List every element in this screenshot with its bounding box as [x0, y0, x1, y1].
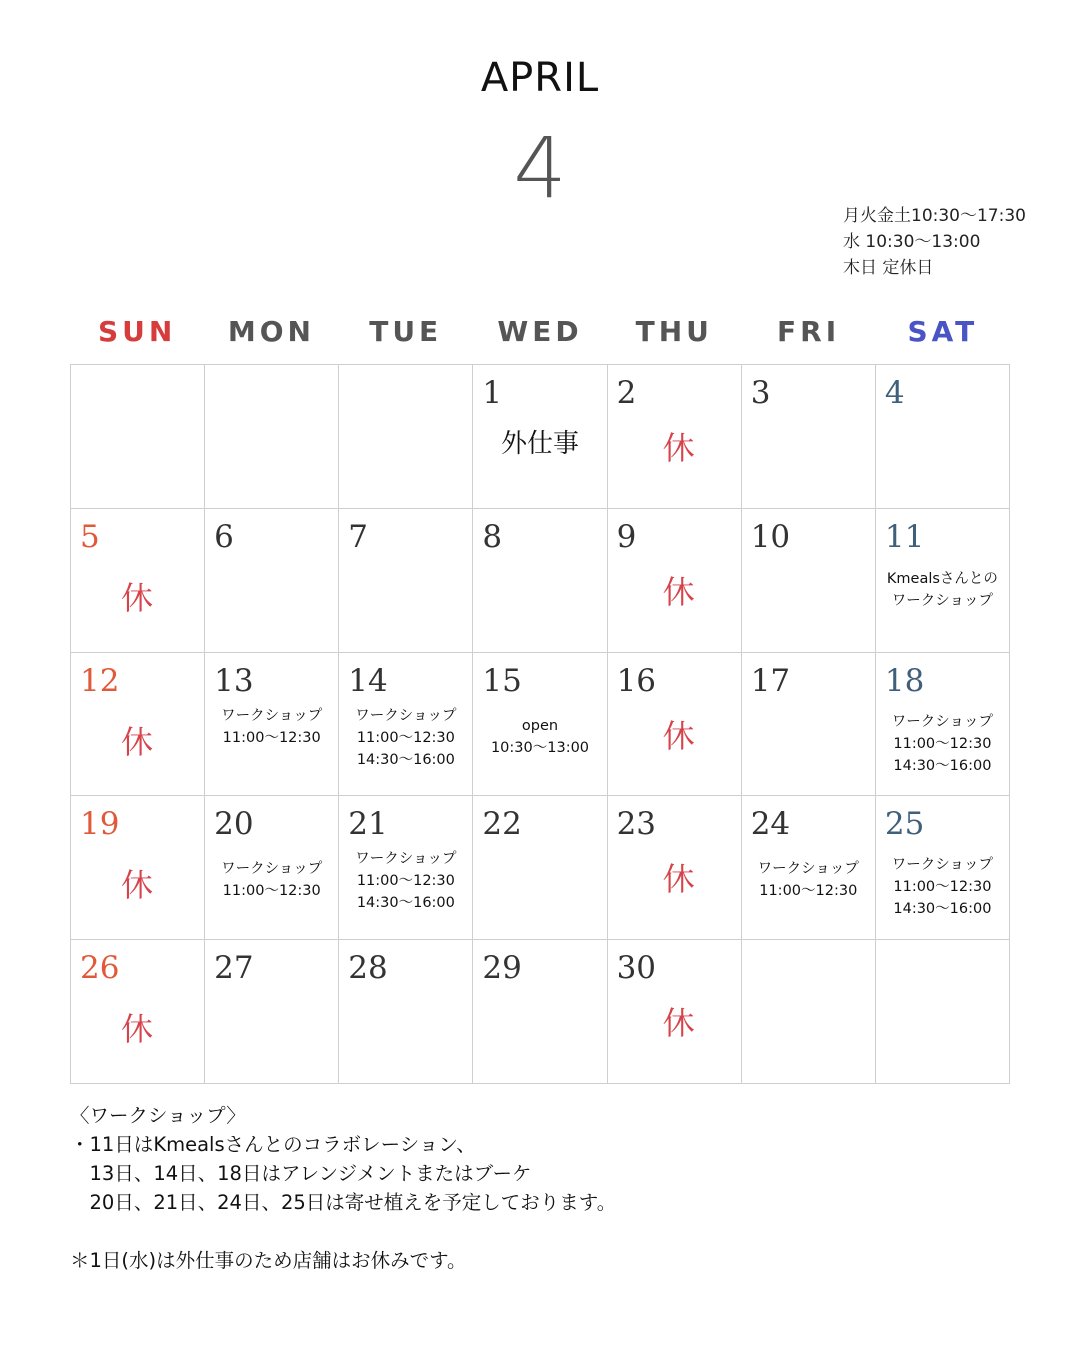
day-event [205, 705, 338, 749]
day-cell-29 [473, 940, 607, 1084]
day-number: 28 [348, 950, 388, 987]
closed-mark: 休 [662, 716, 695, 755]
day-cell-22 [473, 796, 607, 940]
day-cell-17 [742, 653, 876, 797]
event-line: ワークショップ [221, 707, 323, 724]
day-number: 26 [80, 950, 120, 987]
day-number: 3 [750, 375, 771, 411]
day-cell-25 [876, 796, 1010, 940]
day-number: 17 [750, 662, 791, 699]
day-event [473, 427, 606, 461]
day-cell-7 [339, 509, 473, 653]
day-cell-10 [742, 509, 876, 653]
day-cell-16 [608, 653, 742, 797]
event-line: 11:00〜12:30 [222, 729, 321, 746]
day-cell-8 [473, 509, 607, 653]
day-event [876, 711, 1009, 777]
event-line: ワークショップ [891, 592, 994, 609]
closed-mark: 休 [121, 866, 154, 905]
hours-line: 月火金土10:30〜17:30 [843, 206, 1026, 226]
weekday-thu: THU [635, 315, 713, 348]
day-cell-23 [608, 796, 742, 940]
day-number: 19 [80, 806, 120, 843]
event-line: 外仕事 [500, 429, 579, 459]
day-number: 15 [482, 662, 522, 699]
event-line: 11:00〜12:30 [759, 883, 858, 900]
day-number: 18 [884, 662, 925, 699]
event-line: ワークショップ [757, 861, 859, 878]
notes-spacer [70, 1217, 1060, 1246]
month-number: 4 [513, 119, 567, 217]
weekday-header-row [70, 314, 1010, 354]
event-line: 11:00〜12:30 [356, 729, 455, 746]
notes-footnote: ＊1日(水)は外仕事のため店舗はお休みです。 [70, 1249, 467, 1272]
day-cell-28 [339, 940, 473, 1084]
month-name: APRIL [480, 55, 600, 101]
day-number: 4 [884, 375, 905, 411]
closed-mark: 休 [662, 860, 695, 899]
hours-line: 水 10:30〜13:00 [843, 232, 981, 252]
notes-line: 13日、14日、18日はアレンジメントまたはブーケ [70, 1162, 532, 1185]
day-cell-24 [742, 796, 876, 940]
day-cell-19 [71, 796, 205, 940]
event-line: Kmealsさんとの [886, 570, 998, 587]
weekday-wed: WED [497, 315, 583, 348]
event-line: ワークショップ [355, 851, 457, 868]
day-number: 24 [750, 806, 791, 843]
empty-cell [71, 365, 205, 509]
weekday-fri: FRI [777, 315, 841, 348]
day-number: 5 [80, 518, 100, 555]
day-cell-12 [71, 653, 205, 797]
day-number: 27 [214, 950, 254, 987]
day-number: 20 [214, 806, 254, 843]
day-cell-5 [71, 509, 205, 653]
day-cell-1 [473, 365, 607, 509]
day-cell-14 [339, 653, 473, 797]
notes-heading: 〈ワークショップ〉 [70, 1104, 246, 1127]
event-line: 11:00〜12:30 [222, 883, 321, 900]
day-number: 13 [214, 662, 254, 699]
day-event [339, 705, 472, 771]
day-event [205, 858, 338, 902]
event-line: 11:00〜12:30 [893, 879, 992, 896]
day-number: 7 [348, 518, 369, 555]
day-number: 9 [616, 518, 637, 555]
closed-mark: 休 [662, 572, 695, 611]
day-cell-2 [608, 365, 742, 509]
day-number: 29 [482, 950, 522, 987]
event-line: 10:30〜13:00 [490, 739, 590, 756]
day-event [876, 568, 1009, 612]
event-line: ワークショップ [891, 857, 994, 874]
day-cell-11 [876, 509, 1010, 653]
empty-cell [876, 940, 1010, 1084]
event-line: 11:00〜12:30 [893, 735, 992, 752]
day-cell-18 [876, 653, 1010, 797]
weekday-sun: SUN [97, 315, 177, 348]
day-event [473, 715, 606, 759]
day-number: 8 [482, 518, 503, 555]
day-number: 22 [482, 806, 522, 843]
day-number: 2 [616, 375, 637, 411]
notes-line: 20日、21日、24日、25日は寄せ植えを予定しております。 [70, 1191, 617, 1214]
day-cell-6 [205, 509, 339, 653]
event-line: 14:30〜16:00 [893, 757, 992, 774]
weekday-tue: TUE [369, 315, 443, 348]
day-number: 10 [750, 518, 791, 555]
closed-mark: 休 [121, 1010, 154, 1049]
day-number: 11 [884, 518, 925, 555]
day-cell-27 [205, 940, 339, 1084]
empty-cell [339, 365, 473, 509]
weekday-mon: MON [227, 315, 315, 348]
event-line: ワークショップ [891, 713, 994, 730]
event-line: ワークショップ [221, 861, 323, 878]
day-number: 6 [214, 518, 234, 555]
day-number: 25 [884, 806, 925, 843]
closed-mark: 休 [121, 578, 154, 617]
day-number: 21 [348, 806, 388, 843]
weekday-sat: SAT [907, 315, 979, 348]
day-event [742, 858, 875, 902]
day-event [876, 854, 1009, 920]
day-number: 12 [80, 662, 120, 699]
event-line: 14:30〜16:00 [356, 751, 455, 768]
day-number: 16 [616, 662, 657, 699]
day-event [339, 848, 472, 914]
empty-cell [205, 365, 339, 509]
event-line: 14:30〜16:00 [356, 895, 455, 912]
day-number: 23 [616, 806, 657, 843]
calendar-grid [70, 364, 1010, 1084]
day-cell-21 [339, 796, 473, 940]
day-cell-13 [205, 653, 339, 797]
day-cell-15 [473, 653, 607, 797]
day-cell-26 [71, 940, 205, 1084]
event-line: open [521, 717, 559, 734]
closed-mark: 休 [662, 429, 695, 467]
event-line: 11:00〜12:30 [356, 873, 455, 890]
day-cell-30 [608, 940, 742, 1084]
day-number: 14 [348, 662, 388, 699]
hours-line: 木日 定休日 [843, 258, 934, 278]
day-number: 1 [482, 375, 503, 411]
day-number: 30 [616, 950, 657, 987]
workshop-notes [70, 1101, 1060, 1275]
day-cell-9 [608, 509, 742, 653]
business-hours [843, 203, 1073, 281]
closed-mark: 休 [121, 722, 154, 761]
event-line: 14:30〜16:00 [893, 901, 992, 918]
day-cell-4 [876, 365, 1010, 509]
day-cell-20 [205, 796, 339, 940]
empty-cell [742, 940, 876, 1084]
closed-mark: 休 [662, 1004, 695, 1043]
event-line: ワークショップ [355, 707, 457, 724]
notes-line: ・11日はKmealsさんとのコラボレーション、 [70, 1133, 476, 1156]
day-cell-3 [742, 365, 876, 509]
